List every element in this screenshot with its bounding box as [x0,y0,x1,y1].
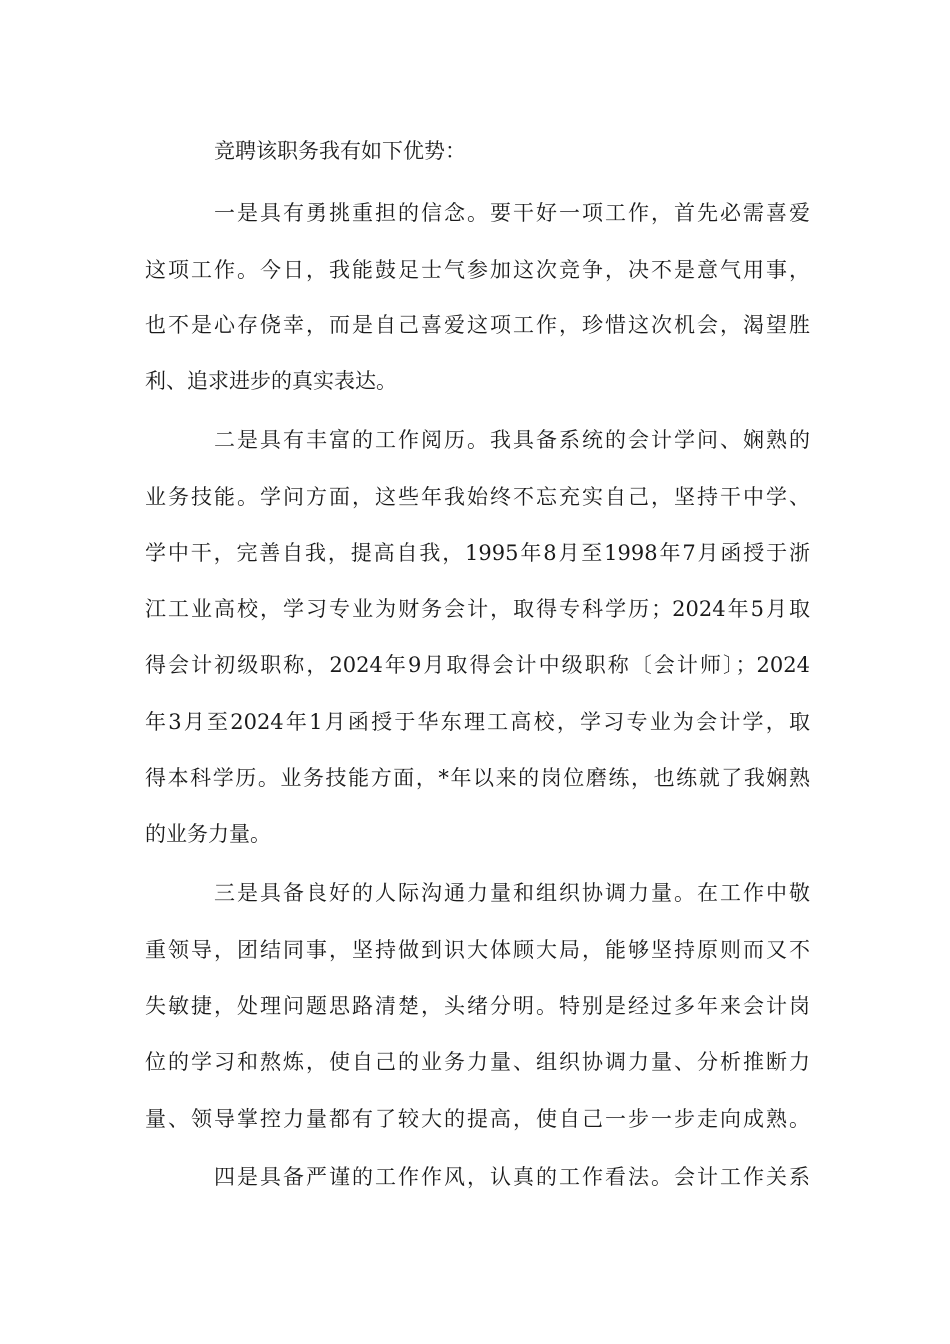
text-line: 年3月至2024年1月函授于华东理工高校，学习专业为会计学，取 [145,710,810,734]
text-line: 位的学习和熬炼，使自己的业务力量、组织协调力量、分析推断力 [145,1050,810,1074]
text-line: 三是具备良好的人际沟通力量和组织协调力量。在工作中敬 [214,881,810,905]
text-line: 竞聘该职务我有如下优势： [214,139,466,163]
text-line: 也不是心存侥幸，而是自己喜爱这项工作，珍惜这次机会，渴望胜 [145,313,810,337]
text-line: 一是具有勇挑重担的信念。要干好一项工作，首先必需喜爱 [214,201,810,225]
text-line: 学中干，完善自我，提高自我，1995年8月至1998年7月函授于浙 [145,541,810,565]
text-line: 江工业高校，学习专业为财务会计，取得专科学历；2024年5月取 [145,597,810,621]
text-line: 得本科学历。业务技能方面，*年以来的岗位磨练，也练就了我娴熟 [145,766,810,790]
text-line: 重领导，团结同事，坚持做到识大体顾大局，能够坚持原则而又不 [145,938,810,962]
text-line: 二是具有丰富的工作阅历。我具备系统的会计学问、娴熟的 [214,428,810,452]
text-line: 量、领导掌控力量都有了较大的提高，使自己一步一步走向成熟。 [145,1107,810,1131]
text-line: 业务技能。学问方面，这些年我始终不忘充实自己，坚持干中学、 [145,485,810,509]
text-line: 这项工作。今日，我能鼓足士气参加这次竞争，决不是意气用事， [145,258,810,282]
text-line: 的业务力量。 [145,822,271,846]
text-line: 得会计初级职称，2024年9月取得会计中级职称〔会计师〕；2024 [145,653,810,677]
text-line: 四是具备严谨的工作作风，认真的工作看法。会计工作关系 [214,1165,810,1189]
text-line: 失敏捷，处理问题思路清楚，头绪分明。特别是经过多年来会计岗 [145,994,810,1018]
text-line: 利、追求进步的真实表达。 [145,369,397,393]
